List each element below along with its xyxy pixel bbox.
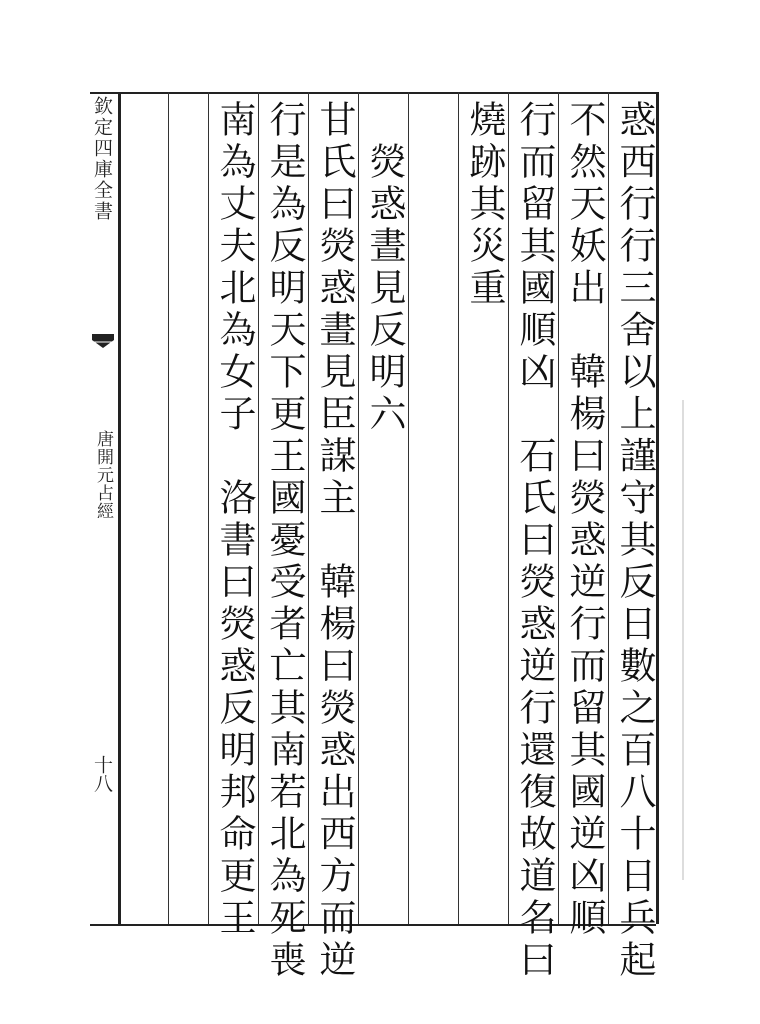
text-column-2: 不然天妖出 韓楊曰熒惑逆行而留其國逆凶順 (563, 100, 606, 940)
column-rule (608, 92, 609, 924)
text-column-5 (412, 100, 456, 912)
column-rule (408, 92, 409, 924)
margin-book-title: 唐開元占經 (93, 430, 113, 520)
text-column-1: 惑西行行三舍以上謹守其反日數之百八十日兵起 (613, 100, 656, 982)
text-column-9: 南為丈夫北為女子 洛書曰熒惑反明邦命更王 (213, 100, 256, 940)
column-rule (558, 92, 559, 924)
text-column-3: 行而留其國順凶 石氏曰熒惑逆行還復故道名曰 (513, 100, 556, 982)
margin-rule (118, 92, 121, 924)
column-rule (258, 92, 259, 924)
fish-tail-mark-icon (90, 330, 116, 352)
section-heading: 熒惑晝見反明六 (363, 100, 406, 436)
page-fold-shadow (682, 400, 684, 880)
column-rule (508, 92, 509, 924)
column-rule (308, 92, 309, 924)
column-rule (458, 92, 459, 924)
text-column-8: 行是為反明天下更王國憂受者亡其南若北為死喪 (263, 100, 306, 982)
column-rule (168, 92, 169, 924)
text-column-4: 燒跡其災重 (463, 100, 506, 310)
column-rule (358, 92, 359, 924)
column-rule (208, 92, 209, 924)
text-column-7: 甘氏曰熒惑晝見臣謀主 韓楊曰熒惑出西方而逆 (313, 100, 356, 982)
margin-header: 欽定四庫全書 (91, 96, 113, 222)
margin-folio: 十八 (91, 755, 113, 793)
frame-right-edge (656, 92, 659, 924)
